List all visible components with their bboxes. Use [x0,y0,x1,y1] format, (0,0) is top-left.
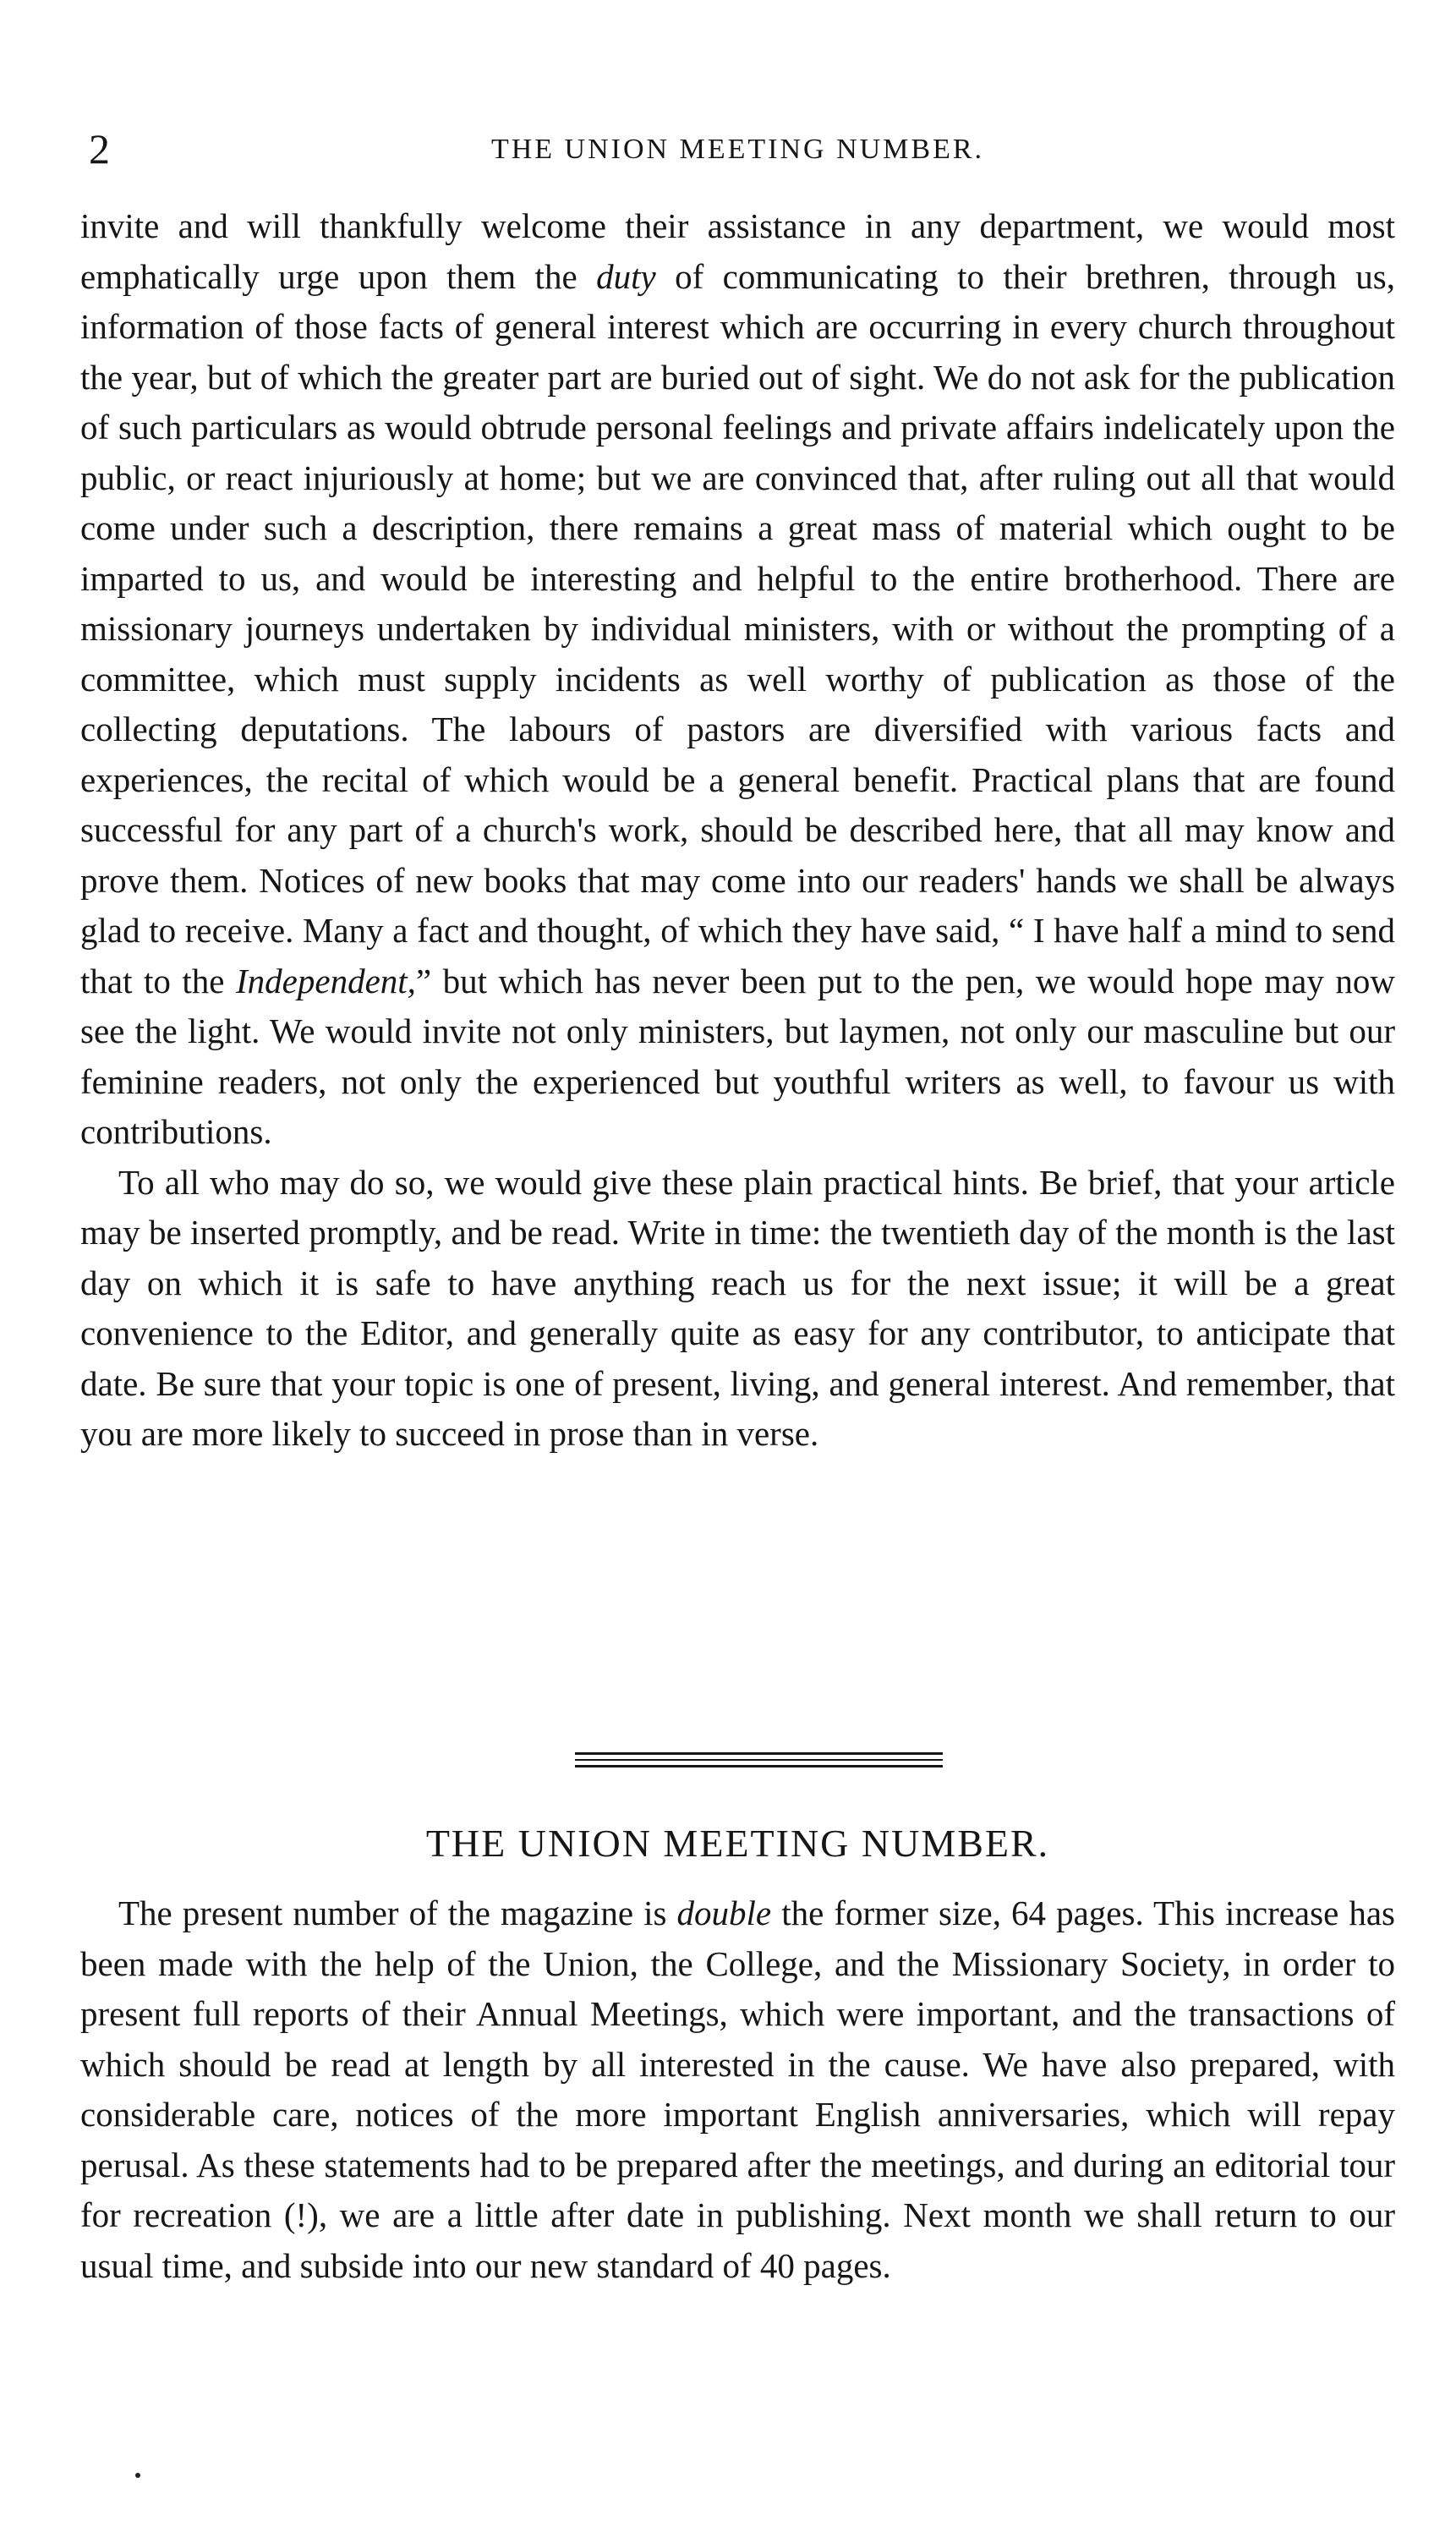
divider-rule [575,1765,943,1767]
emphasis-double: double [676,1894,772,1932]
text-run: of communicating to their brethren, through us, information of those facts of general interest which are occurring in every church throughout the year, but of which the greater part are buried out of sight. We do not ask for the publication of such particulars as would obtrude personal feelings and private affairs indelicately upon the public, or react injuriously at home; but we are convinced that, after ruling out all that would come under such a description, there remains a great mass of material which ought to be imparted to us, and would be interesting and helpful to the entire brotherhood. There are missionary journeys undertaken by individual ministers, with or without the prompting of a committee, which must supply incidents as well worthy of publication as those of the collecting deputations. The labours of pastors are diversified with various facts and experiences, the recital of which would be a general benefit. Practical plans that are found successful for any part of a church's work, should be described here, that all may know and prove them. Notices of new books that may come into our readers' hands we shall be always glad to receive. Many a fact and thought, of which they have said, “ I have half a mind to send that to the [80,256,1395,1000]
section-divider [80,1752,1395,1771]
continued-article-text [80,201,1395,1460]
running-title: THE UNION MEETING NUMBER. [490,134,985,165]
text-run: invite and will thankfully welcome their assistance in any department, we would most emphatically urge upon them the [80,206,1395,296]
divider-rule [575,1759,943,1761]
divider-rule [575,1752,943,1755]
emphasis-independent: Independent, [236,961,416,1000]
section-heading: THE UNION MEETING NUMBER. [425,1822,1050,1865]
paragraph-union-meeting [80,1888,1395,2291]
text-run: The present number of the magazine is [118,1894,677,1932]
emphasis-duty: duty [596,256,656,296]
text-run: the former size, 64 pages. This increase has been made with the help of the Union, the College, and the Missionary Society, in order to present full reports of their Annual Meetings, which were important, and the transactions of which should be read at length by all interested in the cause. We have also prepared, with considerable care, notices of the more important English anniversaries, which will repay perusal. As these statements had to be prepared after the meetings, and during an editorial tour for recreation (!), we are a little after date in publishing. Next month we shall return to our usual time, and subside into our new standard of 40 pages. [80,1894,1396,2285]
running-header [80,123,1395,174]
text-run: ” but which has never been put to the pen, we would hope may now see the light. We would invite not only ministers, but laymen, not only our masculine but our feminine readers, not only the experienced but youthful writers as well, to favour us with contributions. [80,961,1396,1151]
ink-speck [135,2473,140,2478]
paragraph-continued [80,201,1395,1158]
section-body [80,1888,1395,2291]
page-number: 2 [89,125,110,173]
paragraph-hints: To all who may do so, we would give these plain practical hints. Be brief, that your article may be inserted promptly, and be read. Write in time: the twentieth day of the month is the last day on which it is safe to have anything reach us for the next issue; it will be a great convenience to the Editor, and generally quite as easy for any contributor, to anticipate that date. Be sure that your topic is one of present, living, and general interest. And remember, that you are more likely to succeed in prose than in verse. [80,1162,1395,1453]
